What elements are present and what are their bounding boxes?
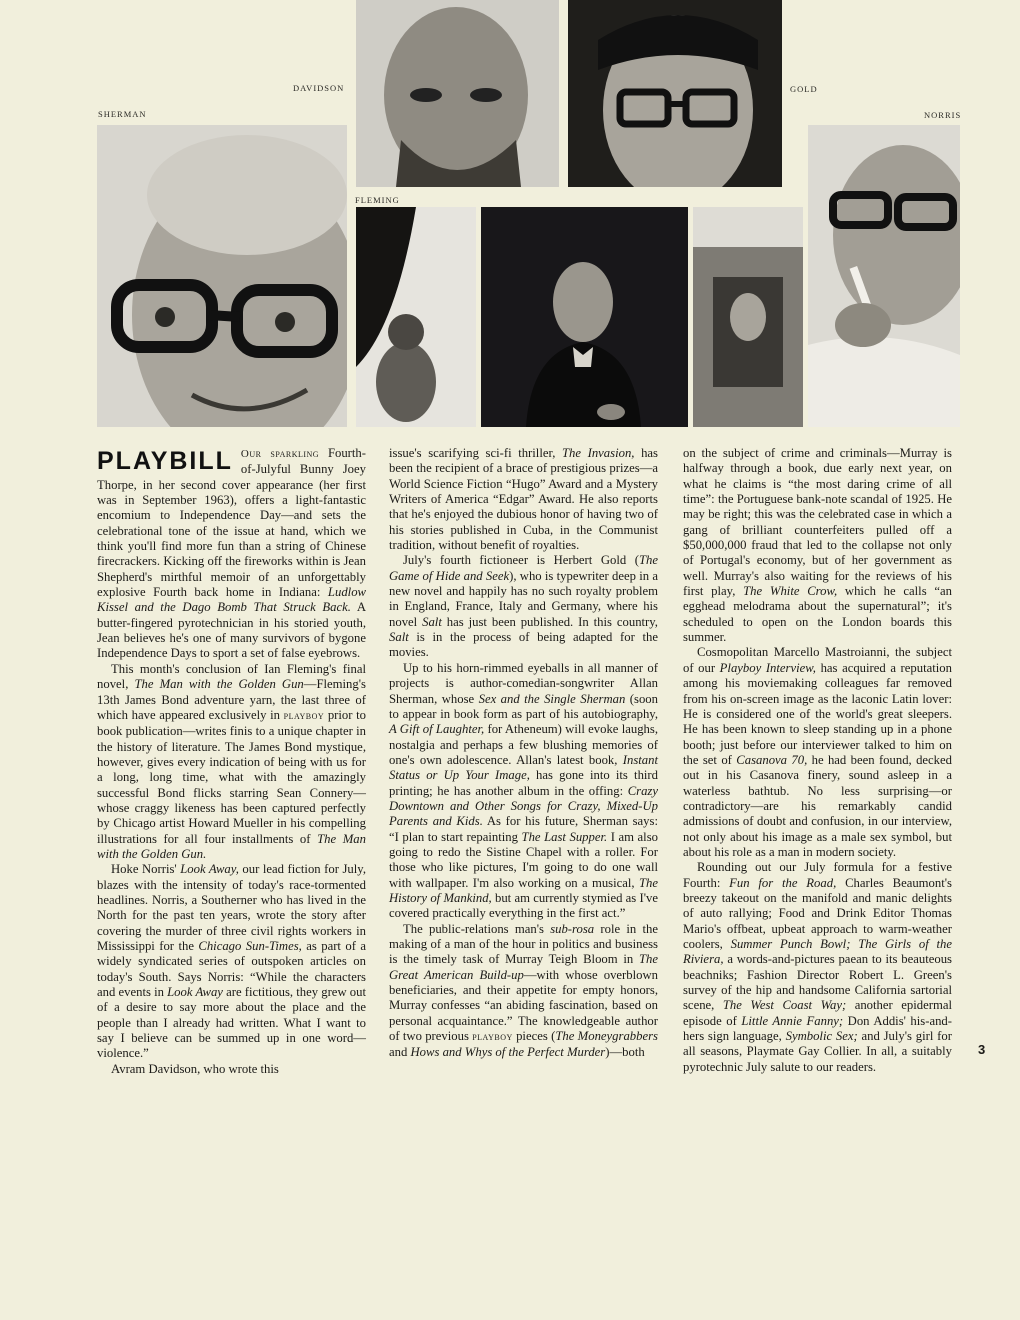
photo-norris: [808, 125, 960, 427]
photo-fleming: [481, 207, 688, 427]
caption-sherman: SHERMAN: [98, 109, 147, 119]
paragraph: Up to his horn-rimmed eyeballs in all manner of projects is author-comedian-songwriter Allan Sherman, whose Sex and the Single Sherman (soon to appear in book form as part of his autobiography, A Gift of Laughter, for Atheneum) will evoke laughs, nostalgia and perhaps a few blushing memories of one's own adolescence. Allan's latest book, Instant Status or Up Your Image, has gone into its third printing; he has another album in the offing: Crazy Downtown and Other Songs for Crazy, Mixed-Up Parents and Kids. As for his future, Sherman says: “I plan to start repainting The Last Supper. I am also going to redo the Sistine Chapel with a roller. For those who like pictures, I'm going to do one wall with wallpaper. I'm also working on a musical, The History of Mankind, but am currently stymied as I've covered practically everything in the first act.”: [389, 660, 659, 921]
photo-davidson: [356, 0, 559, 187]
paragraph: issue's scarifying sci-fi thriller, The Invasion, has been the recipient of a brace of prestigious prizes—a World Science Fiction “Hugo” Award and a Mystery Writers of America “Edgar” Award. He also reports that he's enjoyed the dubious honor of having two of his stories published in Cuba, in the Communist tradition, without benefit of royalties.: [389, 446, 658, 553]
text-column-3: [683, 446, 952, 1075]
caption-gold: GOLD: [790, 84, 818, 94]
paragraph: The public-relations man's sub-rosa role in the making of a man of the hour in politics and business is the timely task of Murray Teigh Bloom in The Great American Build-up—with whose overblown beneficiaries, and their appetite for empty honors, Murray confesses “an abiding fascination, based on personal acquaintance.” The knowledgeable author of two previous playboy pieces (The Moneygrabbers and Hows and Whys of the Perfect Murder)—both: [389, 921, 658, 1060]
caption-fleming: FLEMING: [355, 195, 400, 205]
caption-norris: NORRIS: [924, 110, 962, 120]
photo-fleming-right: [693, 207, 803, 427]
column-3-body: [683, 446, 952, 1075]
paragraph: Rounding out our July formula for a festive Fourth: Fun for the Road, Charles Beaumont's breezy takeout on the manifold and manic delights of auto rallying; Food and Drink Editor Thomas Mario's offbeat, upbeat approach to warm-weather coolers, Summer Punch Bowl; The Girls of the Riviera, a words-and-pictures paean to its beauteous beachniks; Fashion Director Robert L. Green's survey of the hip and handsome California sartorial scene, The West Coast Way; another epidermal episode of Little Annie Fanny; Don Addis' his-and-hers sign language, Symbolic Sex; and July's girl for all seasons, Playmate Gay Collier. In all, a suitably pyrotechnic July salute to our readers.: [683, 860, 953, 1074]
paragraph: Our sparkling Fourth-of-Julyful Bunny Joey Thorpe, in her second cover appearance (her first was in September 1963), offers a light-fantastic encomium to Independence Day—and sets the celebrational tone of the issue at hand, which we think you'll find more fun than a string of Chinese firecrackers. Kicking off the fireworks within is Jean Shepherd's mirthful memoir of an unforgettably explosive Fourth back home in Indiana: Ludlow Kissel and the Dago Bomb That Struck Back. A butter-fingered pyrotechnician in his storied youth, Jean believes he's one of many survivors of bygone Independence Days to sport a set of false eyebrows.: [97, 446, 366, 661]
paragraph: July's fourth fictioneer is Herbert Gold (The Game of Hide and Seek), who is typewriter deep in a new novel and happily has no such royalty problem in England, France, Italy and Germany, where his novel Salt has just been published. In this country, Salt is in the process of being adapted for the movies.: [389, 553, 658, 660]
caption-davidson: DAVIDSON: [293, 83, 345, 93]
paragraph: on the subject of crime and criminals—Murray is halfway through a book, due early next year, on what he claims is “the most daring crime of all time”: the Portuguese bank-note scandal of 1925. He may be right; this was the celebrated case in which a gang of brilliant counterfeiters pulled off a $50,000,000 fraud that led to the collapse not only of Portugal's economy, but of her government as well. Murray's also waiting for the reviews of his first play, The White Crow, which he calls “an egghead melodrama about the supernatural”; it's scheduled to open on the London boards this summer.: [683, 446, 952, 645]
page-number: 3: [978, 1042, 986, 1057]
photo-sherman: [97, 125, 347, 427]
paragraph: Cosmopolitan Marcello Mastroianni, the subject of our Playboy Interview, has acquired a reputation among his moviemaking colleagues far removed from his on-screen image as the laconic Latin lover: He is considered one of the world's great sleepers. He has been known to sleep standing up in a phone booth; just before our interviewer talked to him on the set of Casanova 70, he had been found, decked out in his Casanova finery, sound asleep in a waterless bathtub. No less surprising—or contradictory—are his remarkably candid admissions of doubt and confusion, in our interview, not only about his image as a male sex symbol, but about his role as a man in modern society.: [683, 645, 953, 859]
photo-gold: [568, 0, 782, 187]
text-column-1: [97, 446, 366, 1077]
photo-fleming-left: [356, 207, 476, 427]
column-2-body: [389, 446, 658, 1061]
text-column-2: [389, 446, 658, 1061]
paragraph: This month's conclusion of Ian Fleming's final novel, The Man with the Golden Gun—Fleming's 13th James Bond adventure yarn, the last three of which have appeared exclusively in playboy prior to book publication—writes finis to a unique chapter in the history of literature. The James Bond mystique, however, gives every indication of being with us for a long, long time, what with the amazingly successful Bond flicks starring Sean Connery—whose craggy likeness has been captured perfectly by Chicago artist Howard Mueller in his compelling illustrations for all four installments of The Man with the Golden Gun.: [97, 661, 366, 861]
paragraph: Hoke Norris' Look Away, our lead fiction for July, blazes with the intensity of today's race-tormented headlines. Norris, a Southerner who has lived in the North for the past ten years, wrote the story after covering the murder of three civil rights workers in Mississippi for the Chicago Sun-Times, as part of a widely syndicated series of outspoken articles on today's South. Says Norris: “While the characters and events in Look Away are fictitious, they grew out of a desire to say more about the place and the people than I already had written. What I want to say I believe can be summed up in one word—violence.”: [97, 862, 366, 1061]
paragraph: Avram Davidson, who wrote this: [111, 1061, 279, 1076]
column-1-body: [97, 446, 366, 1077]
playbill-heading: PLAYBILL: [97, 447, 233, 475]
